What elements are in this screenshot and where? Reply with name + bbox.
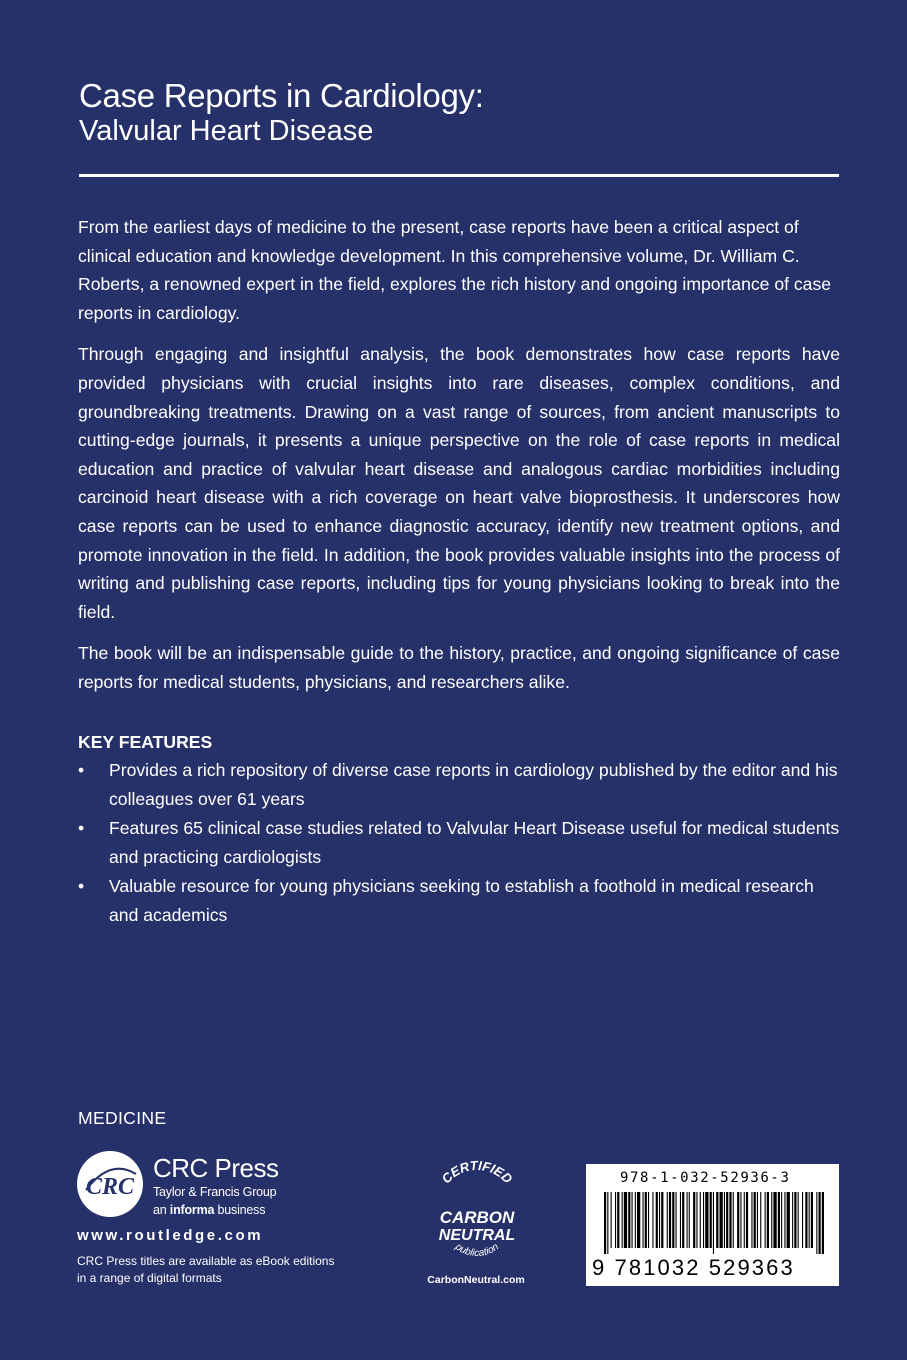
- barcode-bar: [656, 1192, 658, 1248]
- barcode-bar: [622, 1192, 623, 1248]
- barcode-bar: [729, 1192, 731, 1248]
- crc-logo-text: CRC: [85, 1174, 135, 1200]
- isbn-digits: 9 781032 529363: [592, 1255, 795, 1280]
- barcode-bar: [680, 1192, 681, 1248]
- barcode-bar: [615, 1192, 616, 1248]
- barcode-bar: [781, 1192, 782, 1248]
- barcode-bar: [703, 1192, 704, 1248]
- barcode-bar: [667, 1192, 668, 1248]
- svg-text:CARBON: CARBON: [439, 1208, 515, 1227]
- key-feature-text: Valuable resource for young physicians seeking to establish a foothold in medical research and academics: [109, 876, 814, 925]
- barcode-bar: [693, 1192, 695, 1248]
- barcode-bar: [632, 1192, 633, 1248]
- barcode-bar: [617, 1192, 619, 1248]
- barcode-bar: [802, 1192, 803, 1248]
- barcode-bar: [607, 1192, 608, 1254]
- isbn-13: 978-1-032-52936-3: [620, 1170, 791, 1186]
- barcode-bar: [696, 1192, 697, 1248]
- barcode-bar: [624, 1192, 627, 1248]
- description-paragraph-1: From the earliest days of medicine to the present, case reports have been a critical aspect of clinical education and knowledge development. In this comprehensive volume, Dr. William C. Roberts, a renowned expert in the field, explores the rich history and ongoing importance of case reports in cardiology.: [78, 217, 832, 323]
- barcode-bar: [746, 1192, 748, 1248]
- key-features-heading: KEY FEATURES: [78, 732, 213, 752]
- barcode-bar: [751, 1192, 752, 1248]
- barcode-bar: [652, 1192, 653, 1248]
- barcode-bar: [661, 1192, 663, 1248]
- barcode-bar: [757, 1192, 758, 1248]
- barcode-bar: [724, 1192, 725, 1248]
- barcode-bar: [811, 1192, 813, 1248]
- barcode-bar: [659, 1192, 660, 1248]
- bullet-icon: •: [78, 818, 85, 839]
- barcode-bar: [611, 1192, 612, 1248]
- barcode-bar: [689, 1192, 690, 1248]
- barcode-bar: [645, 1192, 647, 1248]
- barcode-bar: [710, 1192, 712, 1248]
- description-paragraph-3: The book will be an indispensable guide to the history, practice, and ongoing significance of case reports for medical students, physicians, and researchers alike.: [78, 643, 840, 692]
- barcode-bar: [713, 1192, 714, 1254]
- svg-text:NEUTRAL: NEUTRAL: [438, 1227, 516, 1244]
- barcode-bar: [809, 1192, 810, 1248]
- book-subtitle: Valvular Heart Disease: [79, 115, 374, 147]
- barcode-bar: [784, 1192, 785, 1248]
- key-feature-item: [78, 872, 840, 929]
- barcode-bar: [672, 1192, 674, 1248]
- barcode-bar: [604, 1192, 606, 1254]
- barcode-bar: [669, 1192, 671, 1248]
- crc-logo-icon: [76, 1150, 144, 1218]
- barcode-bar: [794, 1192, 796, 1248]
- barcode-bar: [765, 1192, 766, 1248]
- barcode-bar: [643, 1192, 644, 1248]
- barcode-bar: [676, 1192, 677, 1248]
- barcode-bar: [787, 1192, 790, 1248]
- barcode-bar: [628, 1192, 630, 1248]
- key-features: [78, 729, 840, 931]
- barcode-bar: [822, 1192, 824, 1254]
- barcode-bar: [705, 1192, 708, 1248]
- key-feature-item: [78, 814, 840, 871]
- subject-category: MEDICINE: [78, 1108, 167, 1128]
- barcode-bar: [733, 1192, 734, 1248]
- barcode-bar: [687, 1192, 688, 1248]
- barcode-bar: [767, 1192, 769, 1248]
- ebook-note: CRC Press titles are available as eBook editions in a range of digital formats: [77, 1254, 335, 1285]
- key-feature-item: [78, 756, 840, 813]
- barcode-bar: [798, 1192, 799, 1248]
- title-divider: [79, 174, 839, 177]
- book-title: Case Reports in Cardiology:: [79, 77, 484, 114]
- barcode-bar: [716, 1192, 718, 1248]
- barcode-bar: [778, 1192, 780, 1248]
- publisher-block: [153, 1153, 279, 1219]
- publisher-website: www.routledge.com: [77, 1227, 264, 1244]
- description-paragraph-2: Through engaging and insightful analysis, the book demonstrates how case reports have provided physicians with crucial insights into rare diseases, complex conditions, and groundbreaking treatments. Drawing on a vast range of sources, from ancient manuscripts to cutting-edge journals, it presents a unique perspective on the role of case reports in medical education and practice of valvular heart disease and analogous cardiac morbidities including carcinoid heart disease with a rich coverage on heart valve bioprosthesis. It underscores how case reports can be used to enhance diagnostic accuracy, identify new treatment options, and promote innovation in the field. In addition, the book provides valuable insights into the process of writing and publishing case reports, including tips for young physicians looking to break into the field.: [78, 344, 840, 622]
- barcode-bar: [792, 1192, 793, 1248]
- barcode-bar: [635, 1192, 636, 1248]
- barcode-bar: [648, 1192, 649, 1248]
- barcode-bar: [819, 1192, 821, 1254]
- barcode-bar: [773, 1192, 776, 1248]
- barcode-bar: [720, 1192, 723, 1248]
- carbon-neutral-site: CarbonNeutral.com: [427, 1274, 525, 1286]
- publisher-informa: an informa business: [153, 1203, 266, 1217]
- key-feature-text: Features 65 clinical case studies related to Valvular Heart Disease useful for medical students and practicing cardiologists: [109, 818, 840, 867]
- barcode-bar: [760, 1192, 761, 1248]
- key-feature-text: Provides a rich repository of diverse case reports in cardiology published by the editor and his colleagues over 61 years: [109, 760, 838, 809]
- key-features-list: [78, 756, 840, 930]
- isbn-barcode: [586, 1164, 839, 1286]
- barcode-bar: [737, 1192, 739, 1248]
- barcode-bar: [726, 1192, 728, 1248]
- barcode-bar: [754, 1192, 756, 1248]
- barcode-bar: [816, 1192, 817, 1254]
- bullet-icon: •: [78, 760, 85, 780]
- barcode-bar: [637, 1192, 640, 1248]
- svg-text:CERTIFIED: CERTIFIED: [438, 1160, 516, 1187]
- barcode-icon: [604, 1192, 824, 1254]
- description: [78, 213, 840, 710]
- barcode-bar: [771, 1192, 772, 1248]
- barcode-bar: [744, 1192, 745, 1248]
- publisher-group: Taylor & Francis Group: [153, 1185, 277, 1199]
- publisher-name: CRC Press: [153, 1153, 279, 1183]
- barcode-bar: [740, 1192, 741, 1248]
- title-block: [79, 78, 839, 148]
- bullet-icon: •: [78, 876, 85, 897]
- svg-text:publication: publication: [453, 1241, 501, 1260]
- barcode-bar: [700, 1192, 701, 1248]
- barcode-bar: [805, 1192, 807, 1248]
- barcode-bar: [682, 1192, 684, 1248]
